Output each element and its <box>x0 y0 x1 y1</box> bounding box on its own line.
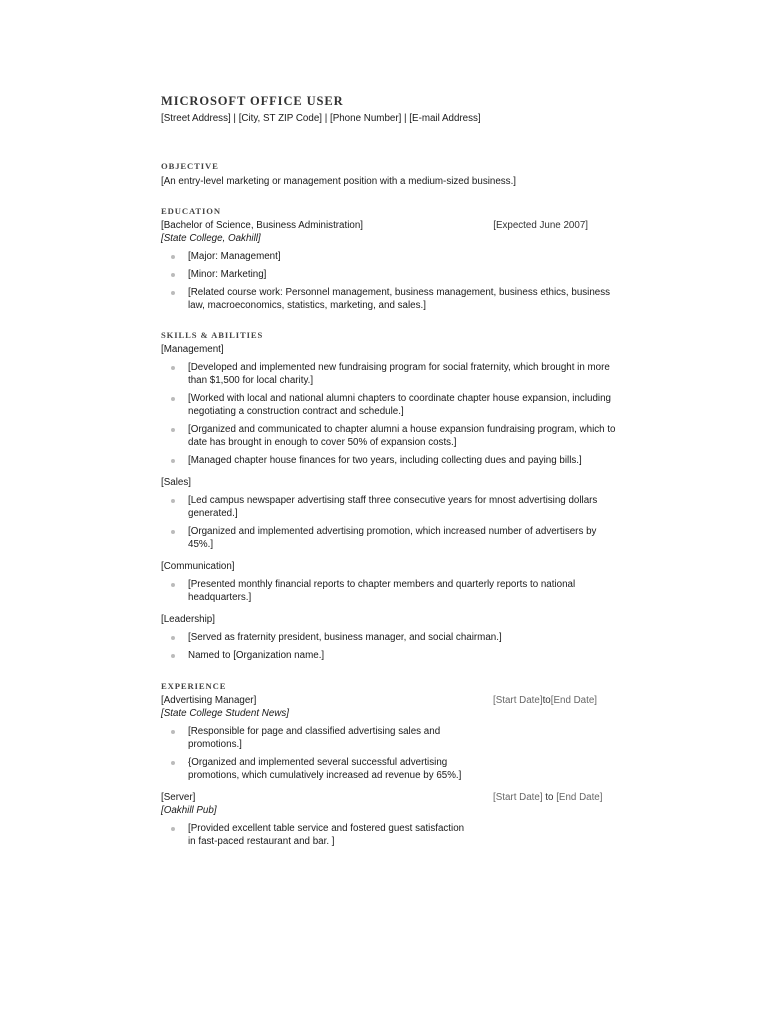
list-item: [Provided excellent table service and fostered guest satisfaction in fast-paced restaurant and bar. ] <box>161 822 473 848</box>
company-name: [Oakhill Pub] <box>161 805 217 816</box>
skill-group-title: [Management] <box>161 344 224 355</box>
list-item: [Organized and communicated to chapter alumni a house expansion fundraising program, which to date has brought in enough to cover 50% of expansion costs.] <box>161 423 621 449</box>
date-separator: to <box>542 695 551 706</box>
skill-list-leadership <box>161 631 621 662</box>
job-bullets <box>161 822 621 848</box>
objective-heading: OBJECTIVE <box>161 161 219 171</box>
skill-list-management <box>161 361 621 467</box>
date-separator: to <box>542 792 557 803</box>
job-title: [Advertising Manager] <box>161 695 257 706</box>
resume-name: MICROSOFT OFFICE USER <box>161 94 344 108</box>
start-date: [Start Date] <box>493 792 543 803</box>
objective-text: [An entry-level marketing or management position with a medium-sized business.] <box>161 176 517 187</box>
list-item: Named to [Organization name.] <box>161 649 621 662</box>
graduation-date: [Expected June 2007] <box>493 220 588 231</box>
list-item: [Responsible for page and classified advertising sales and promotions.] <box>161 725 473 751</box>
list-item: [Related course work: Personnel management, business management, business ethics, business law, macroeconomics, statistics, marketing, and sales.] <box>161 286 621 312</box>
job-row <box>161 791 603 804</box>
company-name: [State College Student News] <box>161 708 289 719</box>
experience-heading: EXPERIENCE <box>161 681 227 691</box>
degree: [Bachelor of Science, Business Administration] <box>161 220 364 231</box>
education-heading: EDUCATION <box>161 206 221 216</box>
education-section <box>161 205 621 312</box>
list-item: [Managed chapter house finances for two years, including collecting dues and paying bills.] <box>161 454 621 467</box>
skill-group-title: [Leadership] <box>161 614 215 625</box>
list-item: [Developed and implemented new fundraising program for social fraternity, which brought in more than $1,500 for local charity.] <box>161 361 621 387</box>
job-row <box>161 694 603 707</box>
list-item: [Worked with local and national alumni chapters to coordinate chapter house expansion, including negotiating a construction contract and schedule.] <box>161 392 621 418</box>
job-bullets <box>161 725 621 782</box>
skill-list-sales <box>161 494 621 551</box>
start-date: [Start Date] <box>493 695 543 706</box>
list-item: [Organized and implemented advertising promotion, which increased number of advertisers by 45%.] <box>161 525 621 551</box>
end-date: [End Date] <box>556 792 603 803</box>
job-title: [Server] <box>161 792 196 803</box>
school-name: [State College, Oakhill] <box>161 233 261 244</box>
end-date: [End Date] <box>550 695 598 706</box>
contact-line: [Street Address] | [City, ST ZIP Code] | [Phone Number] | [E-mail Address] <box>161 113 481 124</box>
resume-page <box>161 94 621 848</box>
skill-group-title: [Sales] <box>161 477 191 488</box>
skills-heading: SKILLS & ABILITIES <box>161 330 264 340</box>
objective-section <box>161 160 621 188</box>
list-item: [Major: Management] <box>161 250 621 263</box>
skills-section <box>161 329 621 662</box>
skill-group-title: [Communication] <box>161 561 235 572</box>
list-item: [Presented monthly financial reports to chapter members and quarterly reports to national headquarters.] <box>161 578 621 604</box>
job-dates <box>493 791 603 804</box>
skill-list-communication <box>161 578 621 604</box>
experience-section <box>161 680 621 848</box>
list-item: {Organized and implemented several successful advertising promotions, which cumulatively increased ad revenue by 65%.] <box>161 756 473 782</box>
job-dates <box>493 694 603 707</box>
education-list <box>161 250 621 312</box>
list-item: [Served as fraternity president, business manager, and social chairman.] <box>161 631 621 644</box>
education-row <box>161 219 588 232</box>
list-item: [Minor: Marketing] <box>161 268 621 281</box>
list-item: [Led campus newspaper advertising staff three consecutive years for mnost advertising dollars generated.] <box>161 494 621 520</box>
